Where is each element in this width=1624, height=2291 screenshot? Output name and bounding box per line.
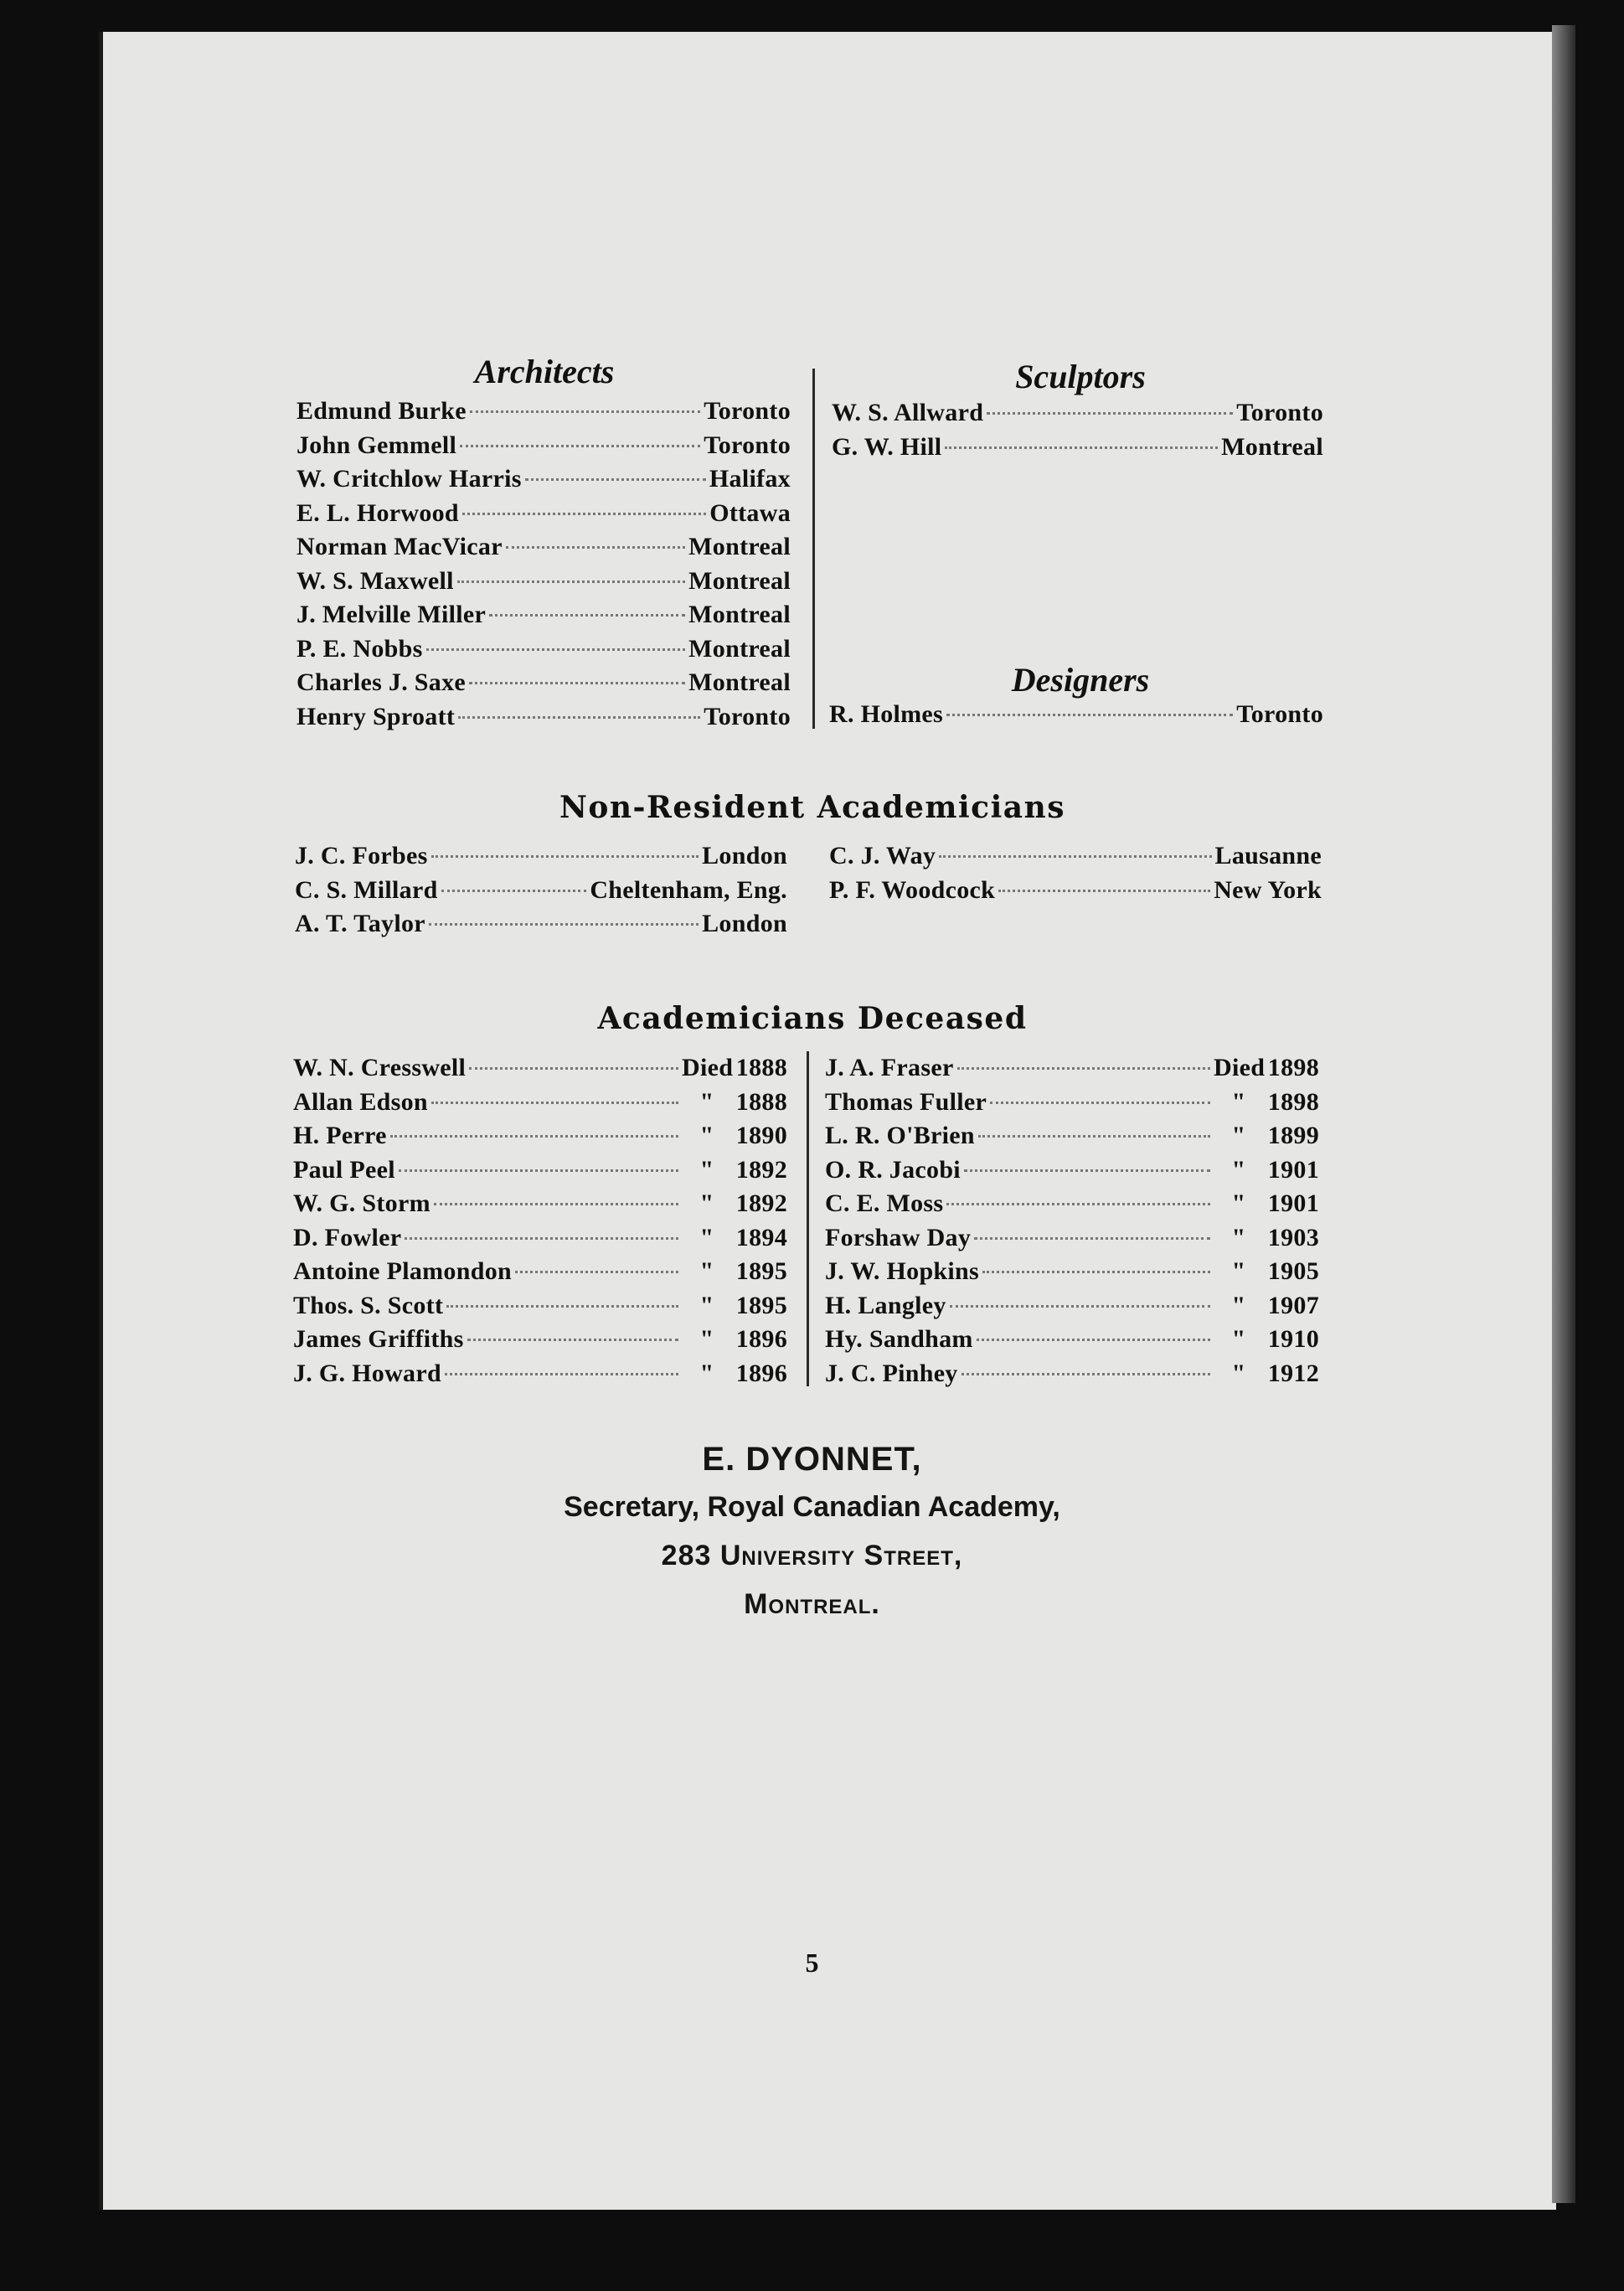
dot-leader [987,412,1233,415]
died-label: " [699,1223,714,1251]
dot-leader [939,855,1211,858]
member-name: J. W. Hopkins [825,1257,980,1285]
list-entry [829,700,1323,735]
died-label: " [699,1087,714,1116]
member-name: Antoine Plamondon [293,1257,512,1285]
dot-leader [998,890,1210,892]
member-city: Montreal [688,668,791,696]
death-year: 1903 [1267,1223,1319,1251]
list-entry [293,1224,787,1258]
died-label: Died [1214,1054,1266,1081]
died-label: " [699,1189,714,1217]
death-year: 1901 [1267,1155,1319,1184]
member-name: Norman MacVicar [296,533,503,560]
death-year: 1898 [1267,1054,1319,1081]
signature-street: 283 University Street, [661,1540,963,1571]
dot-leader [405,1237,678,1240]
list-entry [296,465,791,499]
death-year: 1912 [1267,1359,1319,1387]
member-name: W. S. Allward [832,399,984,426]
dot-leader [945,446,1218,449]
signature-title: Secretary, Royal Canadian Academy, [564,1491,1060,1523]
dot-leader [964,1169,1210,1172]
list-entry [293,1257,787,1292]
list-entry [296,635,791,669]
member-name: J. A. Fraser [825,1054,954,1081]
list-entry [832,399,1323,433]
died-label: Died [682,1054,734,1081]
dot-leader [974,1237,1210,1240]
dot-leader [426,648,686,651]
death-year: 1896 [735,1359,787,1387]
died-label: " [1231,1359,1246,1387]
dot-leader [946,714,1233,716]
list-entry [293,1325,787,1360]
list-entry [832,433,1323,467]
member-name: W. G. Storm [293,1189,430,1217]
list-entry [296,601,791,635]
page-edge [1552,25,1575,2203]
list-entry [296,668,791,703]
died-label: " [1231,1223,1246,1251]
dot-leader [462,513,706,515]
dot-leader [990,1102,1210,1104]
death-year: 1901 [1267,1189,1319,1217]
member-name: John Gemmell [296,431,457,459]
member-name: O. R. Jacobi [825,1155,961,1184]
died-label: " [1231,1189,1246,1217]
member-name: H. Perre [293,1122,387,1149]
dot-leader [470,410,700,413]
died-label: " [1231,1155,1246,1184]
member-name: Hy. Sandham [825,1325,973,1353]
member-name: A. T. Taylor [295,910,425,937]
member-city: Montreal [688,601,791,628]
dot-leader [399,1169,678,1172]
death-year: 1894 [735,1223,787,1251]
list-entry [295,910,787,944]
died-label: " [699,1257,714,1285]
member-name: Edmund Burke [296,397,467,425]
list-entry [825,1054,1319,1088]
member-city: Toronto [1236,700,1323,728]
member-city: London [702,910,787,937]
member-name: E. L. Horwood [296,498,459,527]
list-entry [296,567,791,601]
dot-leader [441,890,587,892]
member-name: D. Fowler [293,1223,402,1251]
member-name: Thos. S. Scott [293,1291,444,1319]
death-year: 1888 [735,1087,787,1116]
non-resident-heading: Non-Resident Academicians [559,790,1066,825]
member-name: J. C. Pinhey [825,1359,958,1387]
dot-leader [457,580,685,583]
list-entry [825,1325,1319,1360]
death-year: 1905 [1267,1257,1319,1285]
dot-leader [431,1102,678,1104]
death-year: 1899 [1267,1122,1319,1149]
dot-leader [977,1339,1210,1341]
member-name: J. Melville Miller [296,601,487,628]
sculptors-list [832,399,1323,467]
member-name: C. S. Millard [295,875,438,904]
member-city: Toronto [704,702,791,730]
member-name: Charles J. Saxe [296,668,466,696]
dot-leader [458,716,700,719]
list-entry [296,499,791,534]
list-entry [293,1360,787,1394]
death-year: 1892 [735,1155,787,1184]
list-entry [825,1088,1319,1122]
member-city: Halifax [709,465,791,493]
sculptors-heading: Sculptors [1015,358,1146,395]
list-entry [293,1122,787,1156]
member-name: Allan Edson [293,1087,428,1116]
member-name: J. G. Howard [293,1359,441,1387]
dot-leader [957,1067,1210,1070]
non-resident-list-right [829,842,1322,910]
non-resident-list-left [295,842,787,944]
list-entry [293,1054,787,1088]
member-name: C. J. Way [829,842,936,869]
list-entry [293,1292,787,1326]
died-label: " [699,1155,714,1184]
signature-city: Montreal. [744,1588,880,1620]
dot-leader [445,1373,678,1375]
member-city: Montreal [688,533,791,560]
dot-leader [950,1305,1210,1308]
list-entry [825,1156,1319,1190]
member-name: P. E. Nobbs [296,634,423,663]
death-year: 1895 [735,1291,787,1319]
architects-list [296,397,791,736]
member-name: L. R. O'Brien [825,1122,975,1149]
died-label: " [1231,1087,1246,1116]
member-city: Toronto [704,397,791,425]
dot-leader [390,1135,678,1138]
dot-leader [434,1203,678,1205]
dot-leader [946,1203,1210,1205]
died-label: " [699,1122,714,1149]
dot-leader [489,614,685,617]
member-name: W. N. Cresswell [293,1054,467,1081]
death-year: 1890 [735,1122,787,1149]
list-entry [296,703,791,737]
member-city: Cheltenham, Eng. [590,875,787,904]
list-entry [293,1156,787,1190]
died-label: " [1231,1291,1246,1319]
list-entry [829,876,1322,911]
dot-leader [446,1305,678,1308]
death-year: 1895 [735,1257,787,1285]
member-city: Montreal [688,566,791,595]
dot-leader [962,1373,1210,1375]
member-city: Toronto [704,431,791,459]
dot-leader [467,1339,678,1341]
dot-leader [978,1135,1210,1138]
death-year: 1896 [735,1325,787,1353]
list-entry [293,1088,787,1122]
death-year: 1910 [1267,1325,1319,1353]
signature-name: E. DYONNET, [702,1441,922,1478]
list-entry [825,1292,1319,1326]
list-entry [825,1189,1319,1224]
member-name: R. Holmes [829,700,944,728]
member-name: J. C. Forbes [295,842,428,869]
column-divider-top [812,369,815,729]
dot-leader [506,546,685,549]
deceased-list-right [825,1054,1319,1393]
member-city: Ottawa [709,498,791,527]
dot-leader [982,1271,1210,1273]
list-entry [829,842,1322,876]
page-number: 5 [805,1948,819,1978]
list-entry [825,1257,1319,1292]
dot-leader [460,445,700,447]
dot-leader [431,855,699,858]
member-name: Forshaw Day [825,1223,972,1251]
deceased-heading: Academicians Deceased [597,1001,1028,1036]
list-entry [293,1189,787,1224]
member-name: H. Langley [825,1291,946,1319]
dot-leader [469,1067,678,1070]
member-name: C. E. Moss [825,1189,944,1217]
member-name: Thomas Fuller [825,1087,987,1116]
list-entry [825,1224,1319,1258]
member-city: Montreal [688,634,791,663]
designers-heading: Designers [1011,661,1150,699]
list-entry [296,431,791,466]
member-name: W. S. Maxwell [296,566,454,595]
list-entry [825,1122,1319,1156]
died-label: " [699,1359,714,1387]
list-entry [295,876,787,911]
died-label: " [1231,1325,1246,1353]
death-year: 1892 [735,1189,787,1217]
member-city: Toronto [1236,399,1323,426]
died-label: " [699,1291,714,1319]
death-year: 1907 [1267,1291,1319,1319]
member-name: Henry Sproatt [296,702,456,730]
list-entry [825,1360,1319,1394]
dot-leader [525,478,706,481]
member-city: Lausanne [1214,842,1322,869]
died-label: " [699,1325,714,1353]
member-city: Montreal [1221,432,1323,461]
death-year: 1888 [735,1054,787,1081]
member-name: P. F. Woodcock [829,875,996,904]
member-name: James Griffiths [293,1325,464,1353]
column-divider-deceased [807,1051,809,1386]
death-year: 1898 [1267,1087,1319,1116]
dot-leader [469,682,685,684]
list-entry [295,842,787,876]
list-entry [296,397,791,431]
deceased-list-left [293,1054,787,1393]
died-label: " [1231,1122,1246,1149]
member-city: London [702,842,787,869]
member-city: New York [1214,875,1322,904]
member-name: W. Critchlow Harris [296,465,522,493]
dot-leader [429,923,699,926]
designers-list [829,700,1323,735]
member-name: G. W. Hill [832,432,942,461]
list-entry [296,533,791,567]
member-name: Paul Peel [293,1155,395,1184]
died-label: " [1231,1257,1246,1285]
architects-heading: Architects [474,353,615,390]
dot-leader [515,1271,678,1273]
